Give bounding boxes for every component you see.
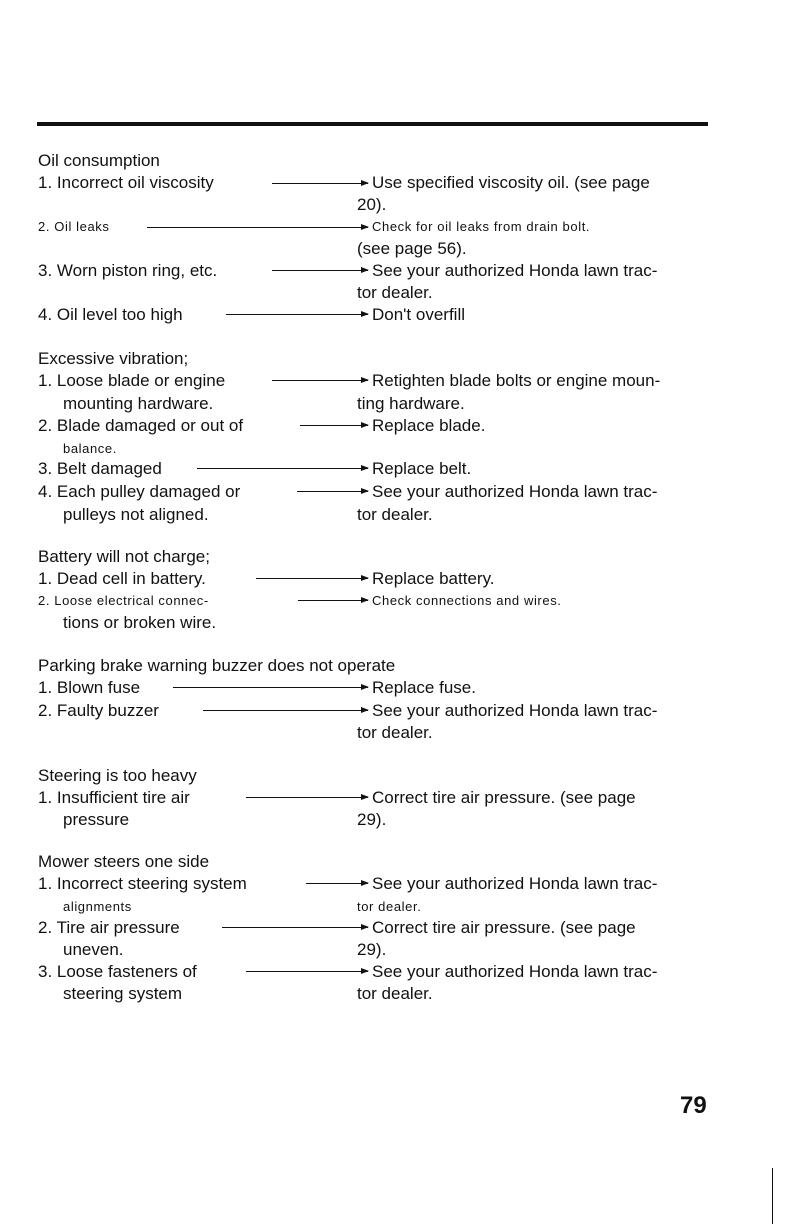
remedy-text: See your authorized Honda lawn trac- bbox=[372, 874, 658, 893]
cause-text: balance. bbox=[63, 441, 117, 456]
arrow-icon bbox=[272, 380, 368, 381]
cause-text: 2. Blade damaged or out of bbox=[38, 416, 244, 435]
remedy-text: See your authorized Honda lawn trac- bbox=[372, 701, 658, 720]
remedy-text: Correct tire air pressure. (see page bbox=[372, 788, 636, 807]
cause-text: 1. Incorrect steering system bbox=[38, 874, 247, 893]
arrow-icon bbox=[147, 227, 368, 228]
page-edge-line bbox=[772, 1168, 773, 1224]
cause-text: 1. Incorrect oil viscosity bbox=[38, 173, 214, 192]
remedy-text: (see page 56). bbox=[357, 239, 467, 258]
cause-text: tions or broken wire. bbox=[63, 613, 217, 632]
remedy-text: tor dealer. bbox=[357, 723, 433, 742]
remedy-text: ting hardware. bbox=[357, 394, 465, 413]
cause-text: 3. Belt damaged bbox=[38, 459, 162, 478]
cause-text: 2. Loose electrical connec- bbox=[38, 593, 209, 608]
remedy-text: Replace fuse. bbox=[372, 678, 476, 697]
page-number: 79 bbox=[680, 1092, 707, 1119]
remedy-text: tor dealer. bbox=[357, 899, 422, 914]
arrow-icon bbox=[222, 927, 368, 928]
remedy-text: Replace battery. bbox=[372, 569, 495, 588]
section-heading-battery: Battery will not charge; bbox=[38, 547, 210, 566]
remedy-text: tor dealer. bbox=[357, 984, 433, 1003]
section-heading-steers-side: Mower steers one side bbox=[38, 852, 210, 871]
remedy-text: Replace belt. bbox=[372, 459, 472, 478]
arrow-icon bbox=[173, 687, 368, 688]
cause-text: steering system bbox=[63, 984, 183, 1003]
cause-text: 1. Blown fuse bbox=[38, 678, 141, 697]
arrow-icon bbox=[197, 468, 368, 469]
cause-text: 2. Oil leaks bbox=[38, 219, 110, 234]
remedy-text: See your authorized Honda lawn trac- bbox=[372, 482, 658, 501]
remedy-text: Use specified viscosity oil. (see page bbox=[372, 173, 650, 192]
cause-text: 3. Worn piston ring, etc. bbox=[38, 261, 218, 280]
remedy-text: See your authorized Honda lawn trac- bbox=[372, 261, 658, 280]
arrow-icon bbox=[203, 710, 368, 711]
section-heading-oil: Oil consumption bbox=[38, 151, 160, 170]
remedy-text: Replace blade. bbox=[372, 416, 486, 435]
arrow-icon bbox=[297, 491, 368, 492]
arrow-icon bbox=[298, 600, 368, 601]
remedy-text: See your authorized Honda lawn trac- bbox=[372, 962, 658, 981]
remedy-text: 20). bbox=[357, 195, 387, 214]
cause-text: 1. Loose blade or engine bbox=[38, 371, 226, 390]
section-heading-vibration: Excessive vibration; bbox=[38, 349, 189, 368]
arrow-icon bbox=[256, 578, 368, 579]
remedy-text: 29). bbox=[357, 810, 387, 829]
cause-text: 1. Insufficient tire air bbox=[38, 788, 190, 807]
cause-text: 4. Oil level too high bbox=[38, 305, 183, 324]
cause-text: alignments bbox=[63, 899, 132, 914]
section-heading-steering-heavy: Steering is too heavy bbox=[38, 766, 197, 785]
remedy-text: Correct tire air pressure. (see page bbox=[372, 918, 636, 937]
cause-text: 2. Faulty buzzer bbox=[38, 701, 159, 720]
cause-text: 1. Dead cell in battery. bbox=[38, 569, 206, 588]
arrow-icon bbox=[246, 797, 368, 798]
remedy-text: Retighten blade bolts or engine moun- bbox=[372, 371, 661, 390]
remedy-text: Check for oil leaks from drain bolt. bbox=[372, 219, 591, 234]
arrow-icon bbox=[272, 183, 368, 184]
cause-text: pulleys not aligned. bbox=[63, 505, 209, 524]
cause-text: 3. Loose fasteners of bbox=[38, 962, 197, 981]
remedy-text: tor dealer. bbox=[357, 505, 433, 524]
arrow-icon bbox=[306, 883, 368, 884]
cause-text: uneven. bbox=[63, 940, 124, 959]
top-rule bbox=[37, 122, 708, 126]
remedy-text: tor dealer. bbox=[357, 283, 433, 302]
cause-text: 2. Tire air pressure bbox=[38, 918, 180, 937]
arrow-icon bbox=[246, 971, 368, 972]
remedy-text: Check connections and wires. bbox=[372, 593, 562, 608]
arrow-icon bbox=[226, 314, 368, 315]
section-heading-parking: Parking brake warning buzzer does not operate bbox=[38, 656, 396, 675]
remedy-text: 29). bbox=[357, 940, 387, 959]
cause-text: pressure bbox=[63, 810, 130, 829]
arrow-icon bbox=[300, 425, 368, 426]
cause-text: 4. Each pulley damaged or bbox=[38, 482, 241, 501]
cause-text: mounting hardware. bbox=[63, 394, 214, 413]
remedy-text: Don't overfill bbox=[372, 305, 466, 324]
arrow-icon bbox=[272, 270, 368, 271]
